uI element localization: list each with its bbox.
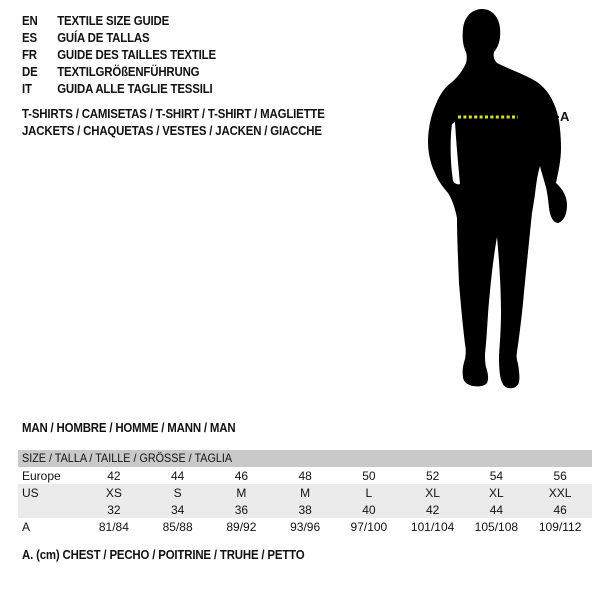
language-guide-title: TEXTILE SIZE GUIDE bbox=[57, 13, 170, 28]
chest-measure-label: A bbox=[560, 109, 570, 124]
size-value: 38 bbox=[298, 502, 312, 517]
language-code: DE bbox=[22, 64, 38, 79]
man-silhouette-shape bbox=[428, 9, 570, 388]
size-value: 52 bbox=[425, 468, 440, 483]
category-lines bbox=[22, 105, 325, 139]
row-label: US bbox=[22, 485, 39, 500]
size-value: 46 bbox=[553, 502, 567, 517]
size-value: 93/96 bbox=[290, 519, 321, 534]
size-value: M bbox=[236, 485, 247, 500]
size-value: 40 bbox=[362, 502, 376, 517]
size-table-header-label: SIZE / TALLA / TAILLE / GRÖSSE / TAGLIA bbox=[22, 451, 233, 465]
section-title: MAN / HOMBRE / HOMME / MANN / MAN bbox=[22, 420, 236, 435]
size-value: 44 bbox=[489, 502, 504, 517]
size-value: XL bbox=[425, 485, 440, 500]
language-guide-title: GUÍA DE TALLAS bbox=[57, 30, 150, 45]
size-value: 89/92 bbox=[226, 519, 257, 534]
footnote: A. (cm) CHEST / PECHO / POITRINE / TRUHE / PETTO bbox=[22, 547, 305, 562]
category-line-jackets: JACKETS / CHAQUETAS / VESTES / JACKEN / GIACCHE bbox=[22, 123, 322, 138]
language-guide-title: GUIDA ALLE TAGLIE TESSILI bbox=[57, 81, 213, 96]
size-value: 101/104 bbox=[410, 519, 455, 534]
size-value: S bbox=[173, 485, 182, 500]
size-value: 42 bbox=[107, 468, 121, 483]
table-row-chest-a bbox=[18, 518, 592, 535]
row-label: Europe bbox=[22, 468, 61, 483]
language-guide-item bbox=[22, 12, 216, 29]
size-value: M bbox=[300, 485, 311, 500]
size-value: XXL bbox=[548, 485, 572, 500]
size-value: 81/84 bbox=[98, 519, 129, 534]
size-value: 44 bbox=[170, 468, 185, 483]
table-row-us-numeric bbox=[18, 501, 592, 518]
size-value: 46 bbox=[234, 468, 249, 483]
language-guide-item bbox=[22, 63, 216, 80]
language-guide-title: TEXTILGRÖßENFÜHRUNG bbox=[57, 64, 200, 79]
size-value: 54 bbox=[489, 468, 504, 483]
size-value: XL bbox=[489, 485, 504, 500]
row-label: A bbox=[22, 519, 31, 534]
size-value: 97/100 bbox=[350, 519, 388, 534]
size-value: L bbox=[365, 485, 373, 500]
size-table-header-row bbox=[18, 450, 592, 467]
size-value: 48 bbox=[298, 468, 312, 483]
size-value: 36 bbox=[234, 502, 249, 517]
language-code: ES bbox=[22, 30, 37, 45]
size-value: 32 bbox=[107, 502, 121, 517]
category-line-tshirts: T-SHIRTS / CAMISETAS / T-SHIRT / T-SHIRT / MAGLIETTE bbox=[22, 106, 325, 121]
size-value: 109/112 bbox=[538, 519, 582, 534]
size-value: 34 bbox=[170, 502, 185, 517]
size-value: 85/88 bbox=[162, 519, 193, 534]
table-row-us bbox=[18, 484, 592, 501]
language-guide-list bbox=[22, 12, 216, 97]
language-guide-title: GUIDE DES TAILLES TEXTILE bbox=[57, 47, 216, 62]
size-value: 56 bbox=[553, 468, 567, 483]
language-guide-item bbox=[22, 80, 216, 97]
language-code: FR bbox=[22, 47, 37, 62]
size-value: 105/108 bbox=[474, 519, 519, 534]
size-value: 42 bbox=[425, 502, 440, 517]
language-code: EN bbox=[22, 13, 38, 28]
size-value: 50 bbox=[362, 468, 376, 483]
size-value: XS bbox=[105, 485, 122, 500]
language-guide-item bbox=[22, 46, 216, 63]
language-code: IT bbox=[22, 81, 32, 96]
size-table bbox=[18, 450, 592, 535]
language-guide-item bbox=[22, 29, 216, 46]
man-silhouette bbox=[400, 0, 600, 400]
table-row-europe bbox=[18, 467, 592, 484]
